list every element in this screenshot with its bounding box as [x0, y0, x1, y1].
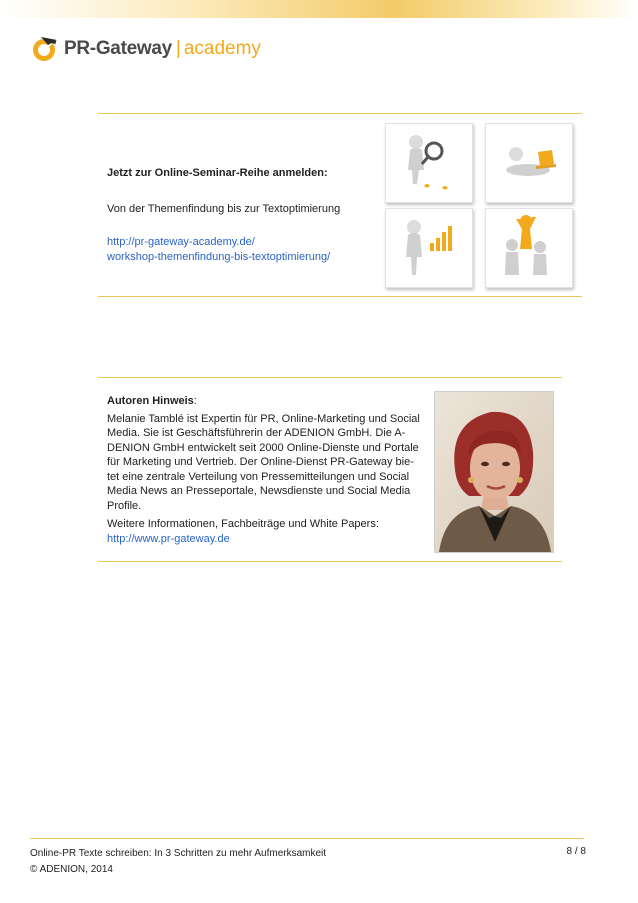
seminar-link-line2[interactable]: workshop-themenfindung-bis-textoptimierung/	[107, 251, 331, 263]
author-portrait	[434, 391, 554, 553]
seminar-subtitle: Von der Themenfindung bis zur Textoptimierung	[107, 203, 341, 215]
footer-page-number: 8 / 8	[566, 846, 586, 857]
magnifier-figure-icon	[386, 124, 472, 202]
author-heading: Autoren Hinweis	[107, 395, 194, 407]
author-portrait-image	[435, 392, 553, 552]
seminar-image-team	[485, 208, 573, 288]
author-bottom-rule	[98, 561, 562, 562]
logo-separator: |	[175, 38, 181, 59]
logo-mark-icon	[30, 34, 60, 64]
growth-chart-figure-icon	[386, 209, 472, 287]
seminar-top-rule	[98, 113, 582, 114]
reclining-figure-laptop-icon	[486, 124, 572, 202]
seminar-bottom-rule	[98, 296, 582, 297]
author-bio: Melanie Tamblé ist Expertin für PR, Online-Marketing und Social Media. Sie ist Geschäftsführerin der ADENION GmbH. Die A-DENION GmbH entwickelt seit 2000 Online-Dienste und Portale für Marketing und Vertrieb. Der Online-Dienst PR-Gateway bie-tet eine zentrale Verteilung von Pressemitteilungen und Social Media News an Presseportale, Newsdienste und Social Media Profile.	[107, 412, 420, 512]
author-more-info: Weitere Informationen, Fachbeiträge und White Papers:	[107, 518, 379, 530]
author-website-link[interactable]: http://www.pr-gateway.de	[107, 532, 230, 545]
seminar-title: Jetzt zur Online-Seminar-Reihe anmelden:	[107, 167, 328, 179]
author-top-rule	[98, 377, 562, 378]
logo-brand-text: PR-Gateway	[64, 38, 172, 59]
seminar-link-line1[interactable]: http://pr-gateway-academy.de/	[107, 236, 255, 248]
author-heading-colon: :	[193, 395, 197, 407]
seminar-image-laptop	[485, 123, 573, 203]
footer-copyright: © ADENION, 2014	[30, 864, 113, 875]
seminar-image-magnifier	[385, 123, 473, 203]
seminar-link[interactable]	[107, 235, 330, 265]
seminar-image-chart	[385, 208, 473, 288]
footer-document-title: Online-PR Texte schreiben: In 3 Schritten zu mehr Aufmerksamkeit	[30, 848, 327, 859]
logo-sub-text: academy	[183, 38, 261, 59]
author-heading-line	[107, 394, 425, 409]
pr-gateway-logo	[30, 32, 261, 66]
footer-text	[30, 846, 326, 878]
author-note	[107, 394, 425, 546]
footer-rule	[30, 838, 584, 839]
team-figures-icon	[486, 209, 572, 287]
header-gradient-bar	[0, 0, 638, 18]
